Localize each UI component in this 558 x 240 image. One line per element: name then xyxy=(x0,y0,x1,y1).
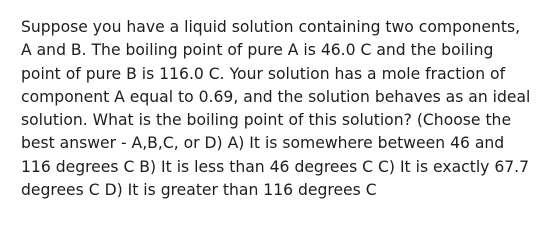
question-line: component A equal to 0.69, and the solution behaves as an ideal xyxy=(21,87,531,106)
question-line: degrees C D) It is greater than 116 degrees C xyxy=(21,181,377,200)
question-line: A and B. The boiling point of pure A is 46.0 C and the boiling xyxy=(21,41,494,60)
question-text xyxy=(21,16,541,202)
question-line: solution. What is the boiling point of this solution? (Choose the xyxy=(21,111,512,130)
question-line: Suppose you have a liquid solution containing two components, xyxy=(21,18,521,36)
question-line: best answer - A,B,C, or D) A) It is somewhere between 46 and xyxy=(21,134,505,153)
question-line: 116 degrees C B) It is less than 46 degrees C C) It is exactly 67.7 xyxy=(21,157,530,176)
question-line: point of pure B is 116.0 C. Your solution has a mole fraction of xyxy=(21,64,506,83)
